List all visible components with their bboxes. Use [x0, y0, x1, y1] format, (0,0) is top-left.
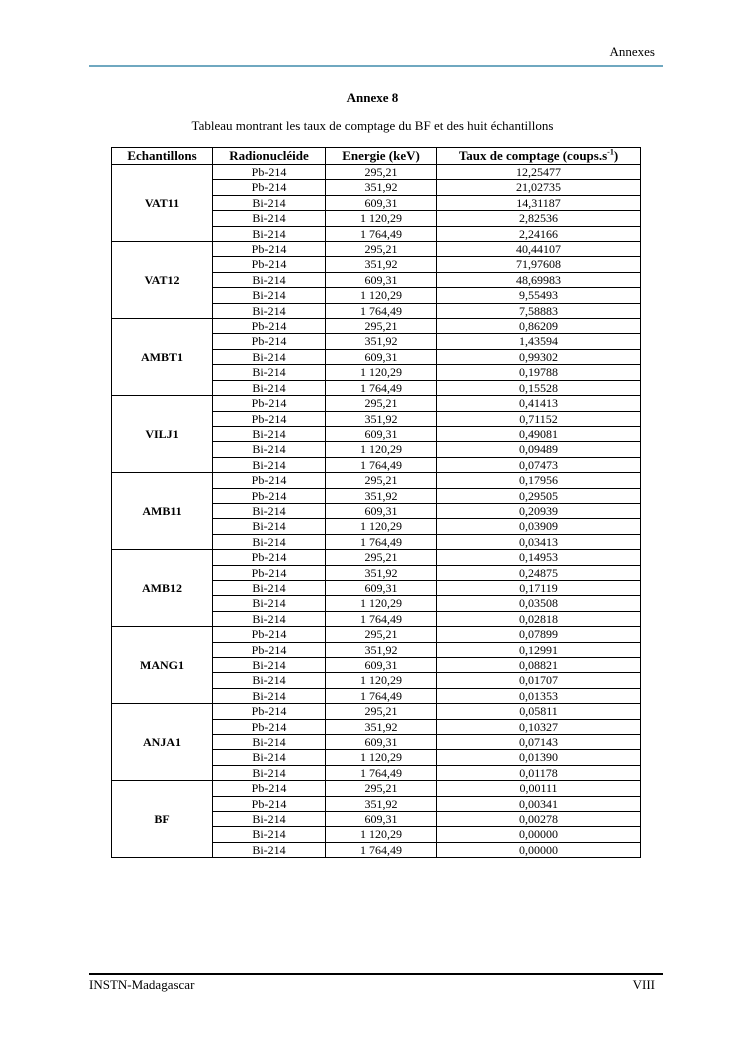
count-rate-cell: 71,97608: [437, 257, 641, 272]
energy-cell: 1 120,29: [326, 442, 437, 457]
energy-cell: 295,21: [326, 550, 437, 565]
energy-cell: 1 764,49: [326, 226, 437, 241]
count-rate-cell: 0,20939: [437, 503, 641, 518]
energy-cell: 351,92: [326, 488, 437, 503]
radionuclide-cell: Bi-214: [213, 349, 326, 364]
energy-cell: 609,31: [326, 580, 437, 595]
col-header-radionuclide: Radionucléide: [213, 148, 326, 165]
count-rate-cell: 0,01707: [437, 673, 641, 688]
sample-name-cell: MANG1: [112, 627, 213, 704]
table-row: [112, 781, 641, 796]
count-rate-cell: 0,00111: [437, 781, 641, 796]
energy-cell: 1 764,49: [326, 380, 437, 395]
radionuclide-cell: Pb-214: [213, 704, 326, 719]
count-rate-cell: 48,69983: [437, 272, 641, 287]
radionuclide-cell: Bi-214: [213, 812, 326, 827]
radionuclide-cell: Bi-214: [213, 519, 326, 534]
count-rate-cell: 0,41413: [437, 396, 641, 411]
count-rate-cell: 0,07899: [437, 627, 641, 642]
energy-cell: 351,92: [326, 334, 437, 349]
radionuclide-cell: Bi-214: [213, 735, 326, 750]
radionuclide-cell: Bi-214: [213, 226, 326, 241]
radionuclide-cell: Bi-214: [213, 503, 326, 518]
energy-cell: 609,31: [326, 426, 437, 441]
energy-cell: 295,21: [326, 319, 437, 334]
footer-page-number: VIII: [632, 977, 655, 992]
count-rate-cell: 0,09489: [437, 442, 641, 457]
radionuclide-cell: Pb-214: [213, 488, 326, 503]
energy-cell: 351,92: [326, 719, 437, 734]
table-row: [112, 704, 641, 719]
count-rate-cell: 0,17956: [437, 473, 641, 488]
count-rate-cell: 0,00000: [437, 842, 641, 857]
energy-cell: 1 764,49: [326, 303, 437, 318]
radionuclide-cell: Pb-214: [213, 642, 326, 657]
radionuclide-cell: Bi-214: [213, 272, 326, 287]
energy-cell: 295,21: [326, 473, 437, 488]
count-rate-cell: 21,02735: [437, 180, 641, 195]
radionuclide-cell: Bi-214: [213, 611, 326, 626]
radionuclide-cell: Bi-214: [213, 827, 326, 842]
sample-name-cell: AMB12: [112, 550, 213, 627]
energy-cell: 1 120,29: [326, 519, 437, 534]
sample-name-cell: VAT12: [112, 242, 213, 319]
radionuclide-cell: Bi-214: [213, 288, 326, 303]
energy-cell: 1 764,49: [326, 611, 437, 626]
energy-cell: 609,31: [326, 735, 437, 750]
radionuclide-cell: Pb-214: [213, 334, 326, 349]
count-rate-label: Taux de comptage (coups.s: [458, 148, 608, 163]
table-row: [112, 396, 641, 411]
sample-name-cell: VILJ1: [112, 396, 213, 473]
energy-cell: 1 120,29: [326, 596, 437, 611]
radionuclide-cell: Pb-214: [213, 165, 326, 180]
radionuclide-cell: Bi-214: [213, 580, 326, 595]
energy-cell: 1 120,29: [326, 211, 437, 226]
energy-cell: 1 764,49: [326, 457, 437, 472]
energy-cell: 1 120,29: [326, 827, 437, 842]
count-rate-cell: 2,24166: [437, 226, 641, 241]
count-rate-cell: 0,08821: [437, 658, 641, 673]
table-row: [112, 473, 641, 488]
energy-cell: 351,92: [326, 796, 437, 811]
energy-cell: 1 764,49: [326, 842, 437, 857]
count-rate-cell: 9,55493: [437, 288, 641, 303]
count-rate-table: [111, 147, 641, 858]
energy-cell: 609,31: [326, 272, 437, 287]
count-rate-cell: 1,43594: [437, 334, 641, 349]
radionuclide-cell: Pb-214: [213, 796, 326, 811]
energy-cell: 295,21: [326, 165, 437, 180]
energy-cell: 609,31: [326, 195, 437, 210]
energy-cell: 609,31: [326, 658, 437, 673]
energy-cell: 351,92: [326, 642, 437, 657]
energy-cell: 295,21: [326, 242, 437, 257]
radionuclide-cell: Pb-214: [213, 319, 326, 334]
count-rate-cell: 0,00341: [437, 796, 641, 811]
count-rate-exponent: -1: [607, 147, 614, 157]
radionuclide-cell: Bi-214: [213, 211, 326, 226]
footer-institution: INSTN-Madagascar: [89, 977, 195, 992]
col-header-count-rate: [437, 148, 641, 165]
radionuclide-cell: Bi-214: [213, 658, 326, 673]
energy-cell: 1 764,49: [326, 534, 437, 549]
radionuclide-cell: Pb-214: [213, 180, 326, 195]
sample-name-cell: AMB11: [112, 473, 213, 550]
radionuclide-cell: Bi-214: [213, 457, 326, 472]
radionuclide-cell: Bi-214: [213, 673, 326, 688]
count-rate-cell: 0,17119: [437, 580, 641, 595]
energy-cell: 1 764,49: [326, 765, 437, 780]
count-rate-cell: 0,15528: [437, 380, 641, 395]
header-rule: [89, 65, 663, 67]
count-rate-cell: 0,24875: [437, 565, 641, 580]
sample-name-cell: VAT11: [112, 165, 213, 242]
radionuclide-cell: Bi-214: [213, 380, 326, 395]
radionuclide-cell: Pb-214: [213, 242, 326, 257]
count-rate-cell: 0,14953: [437, 550, 641, 565]
table-header-row: [112, 148, 641, 165]
radionuclide-cell: Bi-214: [213, 688, 326, 703]
count-rate-cell: 40,44107: [437, 242, 641, 257]
page-header: Annexes: [609, 44, 655, 59]
radionuclide-cell: Pb-214: [213, 396, 326, 411]
count-rate-cell: 0,03508: [437, 596, 641, 611]
count-rate-cell: 0,00278: [437, 812, 641, 827]
table-row: [112, 242, 641, 257]
table-row: [112, 319, 641, 334]
count-rate-cell: 0,03909: [437, 519, 641, 534]
count-rate-cell: 0,19788: [437, 365, 641, 380]
annex-title: Annexe 8: [346, 90, 399, 105]
energy-cell: 609,31: [326, 812, 437, 827]
count-rate-cell: 0,05811: [437, 704, 641, 719]
radionuclide-cell: Bi-214: [213, 442, 326, 457]
table-caption: Tableau montrant les taux de comptage du BF et des huit échantillons: [191, 118, 554, 133]
energy-cell: 1 120,29: [326, 365, 437, 380]
count-rate-cell: 0,99302: [437, 349, 641, 364]
radionuclide-cell: Pb-214: [213, 473, 326, 488]
radionuclide-cell: Bi-214: [213, 534, 326, 549]
energy-cell: 351,92: [326, 565, 437, 580]
count-rate-cell: 0,00000: [437, 827, 641, 842]
energy-cell: 609,31: [326, 503, 437, 518]
count-rate-cell: 12,25477: [437, 165, 641, 180]
table-row: [112, 550, 641, 565]
count-rate-cell: 0,07143: [437, 735, 641, 750]
count-rate-cell: 0,49081: [437, 426, 641, 441]
radionuclide-cell: Bi-214: [213, 842, 326, 857]
sample-name-cell: BF: [112, 781, 213, 858]
count-rate-cell: 0,03413: [437, 534, 641, 549]
radionuclide-cell: Bi-214: [213, 195, 326, 210]
energy-cell: 351,92: [326, 411, 437, 426]
count-rate-cell: 0,01178: [437, 765, 641, 780]
count-rate-cell: 0,71152: [437, 411, 641, 426]
energy-cell: 1 120,29: [326, 673, 437, 688]
radionuclide-cell: Pb-214: [213, 565, 326, 580]
table-row: [112, 165, 641, 180]
energy-cell: 351,92: [326, 180, 437, 195]
radionuclide-cell: Bi-214: [213, 765, 326, 780]
radionuclide-cell: Bi-214: [213, 750, 326, 765]
count-rate-cell: 0,01353: [437, 688, 641, 703]
energy-cell: 295,21: [326, 627, 437, 642]
footer-rule: [89, 973, 663, 975]
count-rate-cell: 7,58883: [437, 303, 641, 318]
energy-cell: 295,21: [326, 781, 437, 796]
radionuclide-cell: Pb-214: [213, 719, 326, 734]
radionuclide-cell: Bi-214: [213, 426, 326, 441]
energy-cell: 351,92: [326, 257, 437, 272]
count-rate-cell: 0,07473: [437, 457, 641, 472]
radionuclide-cell: Pb-214: [213, 550, 326, 565]
count-rate-cell: 2,82536: [437, 211, 641, 226]
sample-name-cell: ANJA1: [112, 704, 213, 781]
table-row: [112, 627, 641, 642]
count-rate-cell: 0,01390: [437, 750, 641, 765]
count-rate-cell: 0,29505: [437, 488, 641, 503]
energy-cell: 609,31: [326, 349, 437, 364]
col-header-samples: Echantillons: [112, 148, 213, 165]
table-body: [112, 165, 641, 858]
count-rate-cell: 0,86209: [437, 319, 641, 334]
radionuclide-cell: Bi-214: [213, 596, 326, 611]
energy-cell: 1 764,49: [326, 688, 437, 703]
radionuclide-cell: Bi-214: [213, 365, 326, 380]
radionuclide-cell: Pb-214: [213, 781, 326, 796]
energy-cell: 1 120,29: [326, 288, 437, 303]
sample-name-cell: AMBT1: [112, 319, 213, 396]
count-rate-close: ): [613, 148, 619, 163]
energy-cell: 295,21: [326, 396, 437, 411]
radionuclide-cell: Pb-214: [213, 411, 326, 426]
radionuclide-cell: Bi-214: [213, 303, 326, 318]
count-rate-cell: 14,31187: [437, 195, 641, 210]
count-rate-cell: 0,12991: [437, 642, 641, 657]
count-rate-cell: 0,10327: [437, 719, 641, 734]
energy-cell: 295,21: [326, 704, 437, 719]
energy-cell: 1 120,29: [326, 750, 437, 765]
radionuclide-cell: Pb-214: [213, 627, 326, 642]
radionuclide-cell: Pb-214: [213, 257, 326, 272]
col-header-energy: Energie (keV): [326, 148, 437, 165]
count-rate-cell: 0,02818: [437, 611, 641, 626]
